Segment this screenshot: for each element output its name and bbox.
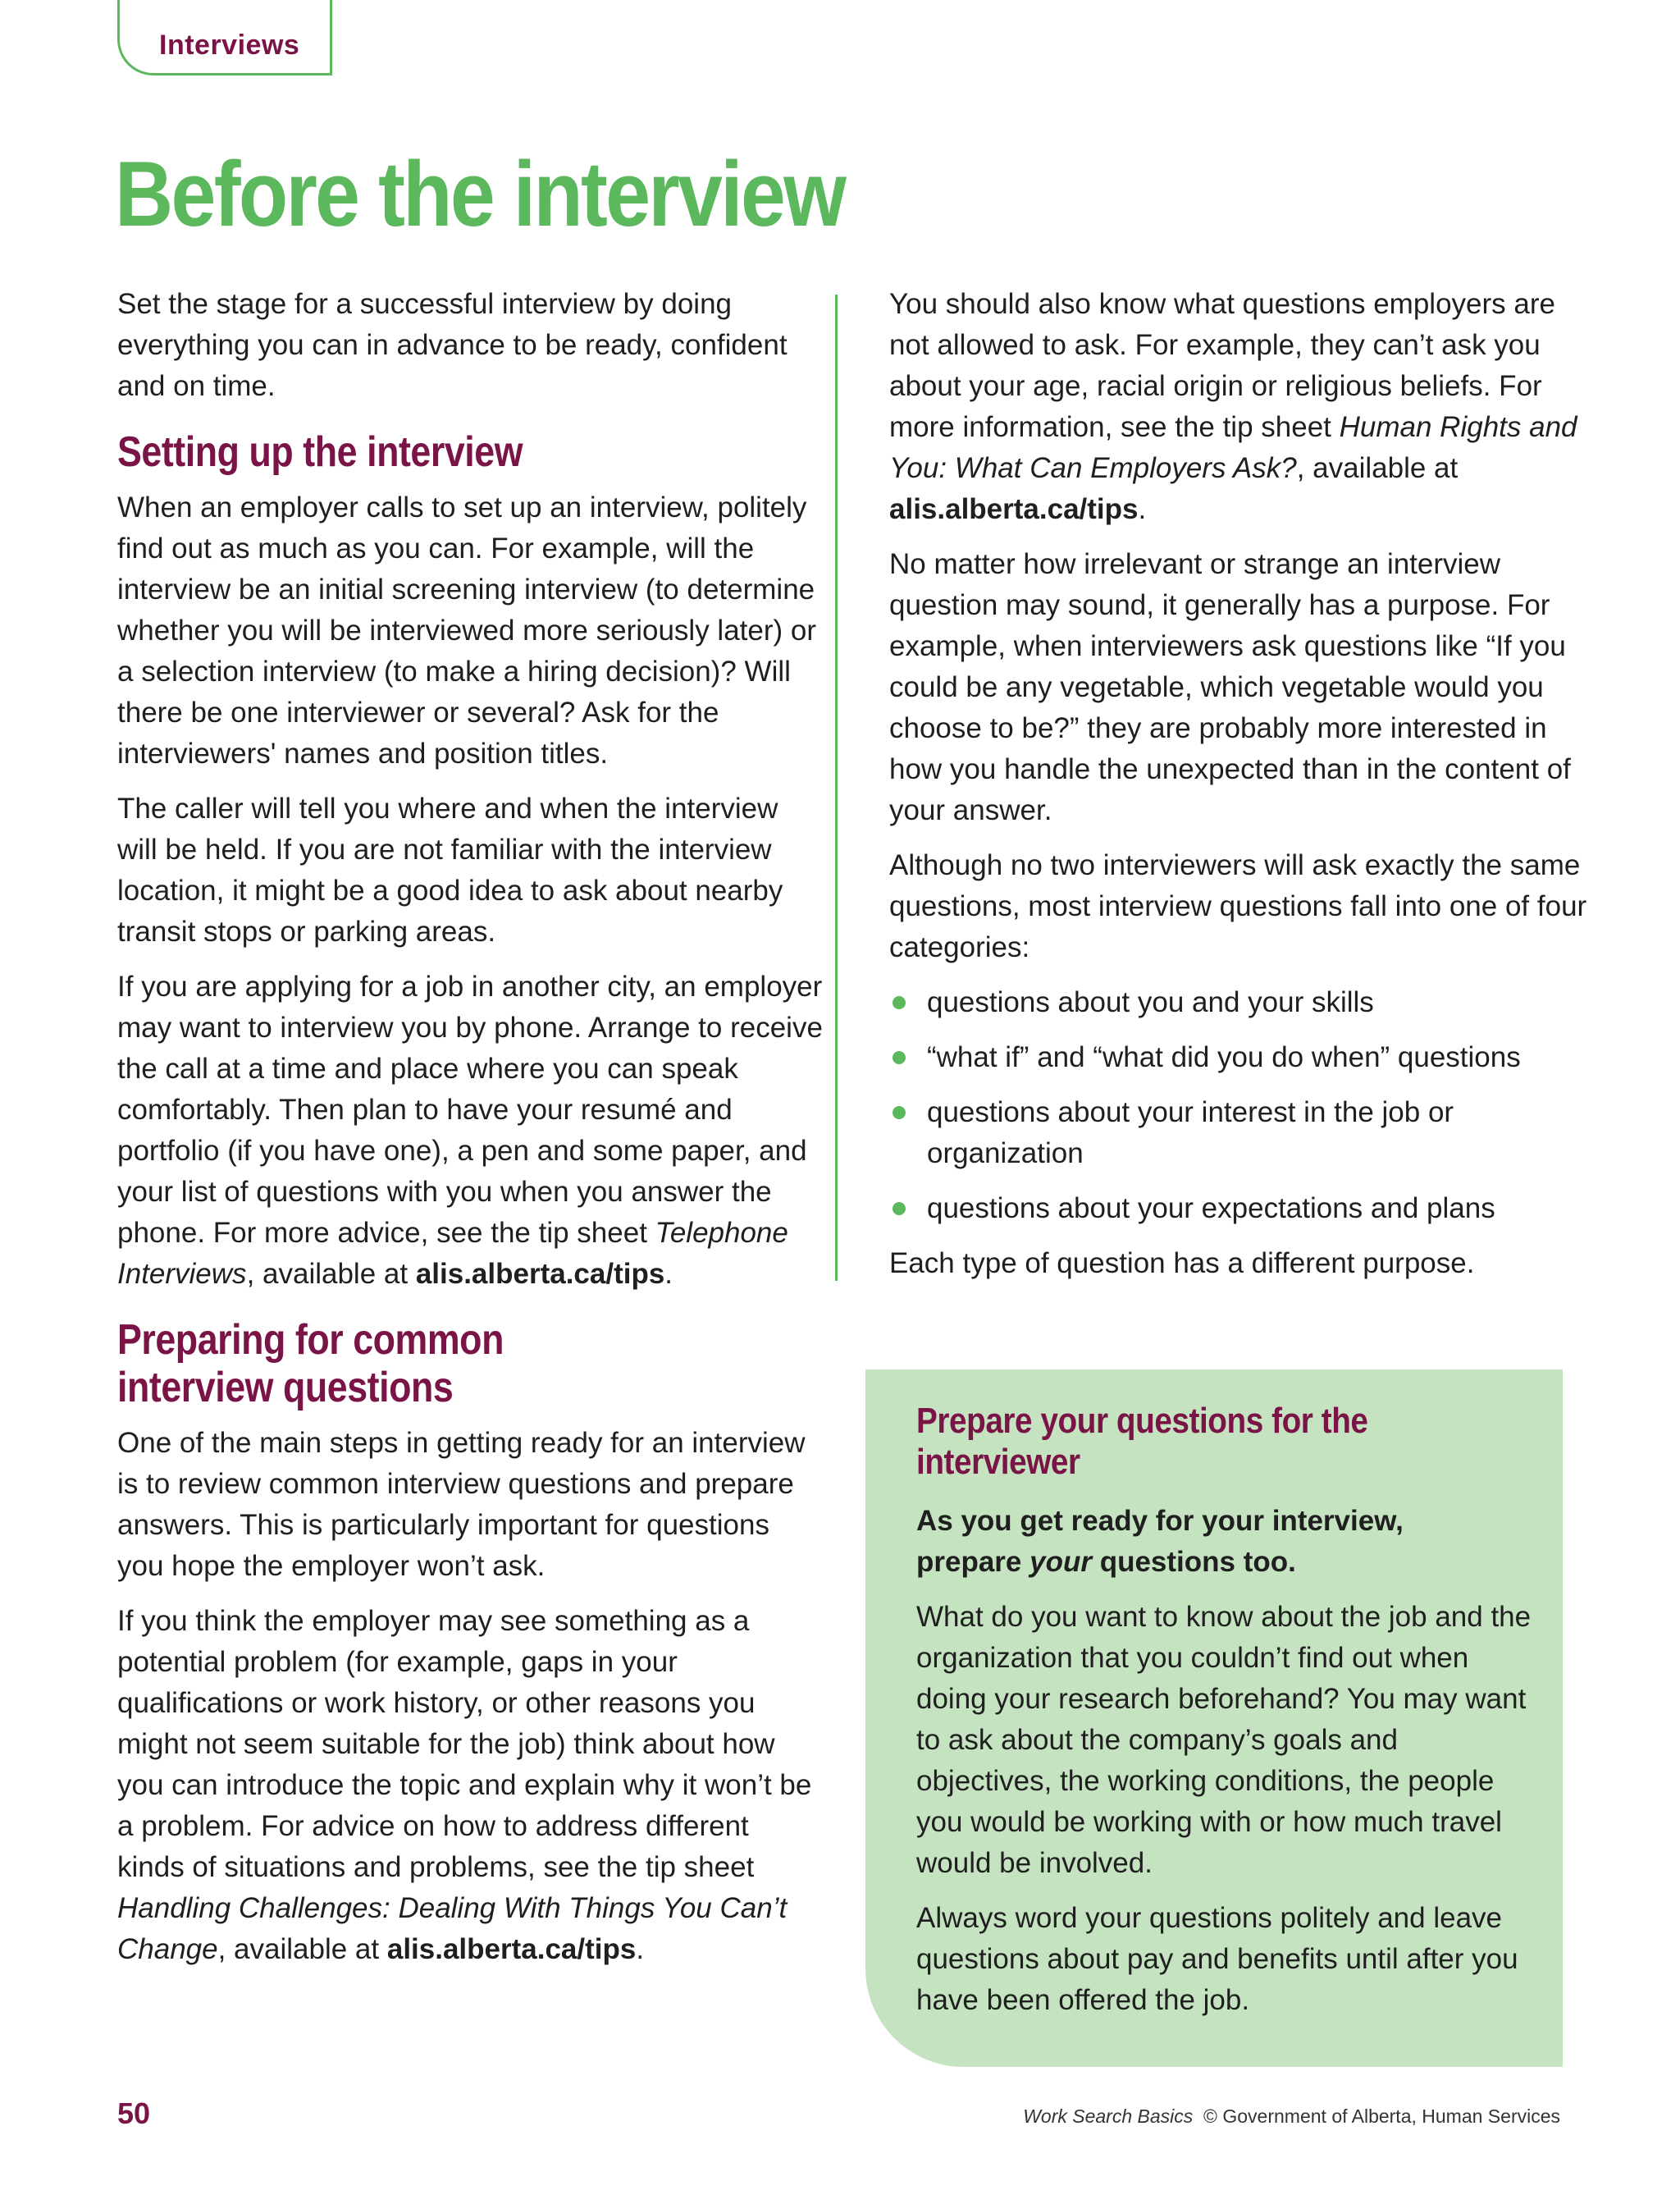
prep-p2-end: .: [636, 1933, 645, 1965]
page-number: 50: [117, 2096, 151, 2130]
list-item-text: questions about you and your skills: [927, 986, 1374, 1018]
bullet-icon: [892, 1106, 906, 1119]
right-p1-text-2: , available at: [1296, 452, 1459, 484]
alis-link[interactable]: alis.alberta.ca/tips: [415, 1258, 665, 1290]
prep-heading-line2: interview questions: [117, 1364, 454, 1411]
section-tab: [117, 0, 332, 75]
setup-p3-text-2: , available at: [246, 1258, 416, 1290]
callout-paragraph-2: Always word your questions politely and leave questions about pay and benefits until after you have been offered the job.: [916, 1902, 1518, 2016]
callout-lead-emphasis: your: [1029, 1546, 1092, 1578]
alis-link[interactable]: alis.alberta.ca/tips: [889, 493, 1139, 525]
prep-p2-text: If you think the employer may see something as a potential problem (for example, gaps in your qualifications or work history, or other reasons you might not seem suitable for the job) think about how you can introduce the topic and explain why it won’t be a problem. For advice on how to address different kinds of situations and problems, see the tip sheet: [117, 1605, 812, 1883]
telephone-interviews-title: Telephone Interviews: [117, 1217, 788, 1290]
setup-paragraph-1: When an employer calls to set up an interview, politely find out as much as you can. For example, will the interview be an initial screening interview (to determine whether you will be interviewed more seriously later) or a selection interview (to make a hiring decision)? Will there be one interviewer or several? Ask for the interviewers' names and position titles.: [117, 491, 817, 770]
list-item: [889, 982, 1595, 1023]
callout-lead-end: questions too.: [1091, 1546, 1296, 1578]
setup-paragraph-2: The caller will tell you where and when the interview will be held. If you are not familiar with the interview location, it might be a good idea to ask about nearby transit stops or parking areas.: [117, 793, 783, 948]
callout-paragraph-1: What do you want to know about the job and the organization that you couldn’t find out when doing your research beforehand? You may want to ask about the company’s goals and objectives, the working conditions, the people you would be working with or how much travel would be involved.: [916, 1601, 1532, 1879]
section-tab-label: Interviews: [159, 30, 300, 61]
footer-book-title: Work Search Basics: [1023, 2105, 1194, 2127]
callout-box: [865, 1369, 1563, 2067]
human-rights-title: Human Rights and You: What Can Employers Ask?: [889, 411, 1577, 484]
prep-paragraph-1: One of the main steps in getting ready for an interview is to review common interview questions and prepare answers. This is particularly important for questions you hope the employer won’t ask.: [117, 1427, 806, 1582]
setup-p3-end: .: [664, 1258, 673, 1290]
prep-p2-text-2: , available at: [217, 1933, 387, 1965]
list-item: [889, 1188, 1595, 1229]
right-paragraph-2: No matter how irrelevant or strange an interview question may sound, it generally has a purpose. For example, when interviewers ask questions like “If you could be any vegetable, which vegetable would you choose to be?” they are probably more interested in how you handle the unexpected than in the content of your answer.: [889, 548, 1571, 826]
right-column: [889, 284, 1595, 1298]
setup-heading: Setting up the interview: [117, 428, 523, 476]
bullet-icon: [892, 1202, 906, 1215]
callout-lead-line1: As you get ready for your interview,: [916, 1505, 1404, 1537]
setup-p3-text: If you are applying for a job in another city, an employer may want to interview you by phone. Arrange to receive the call at a time and place where you can speak comfortably. Then plan to have your resumé and portfolio (if you have one), a pen and some paper, and your list of questions with you when you answer the phone. For more advice, see the tip sheet: [117, 971, 823, 1249]
question-categories-list: [889, 982, 1595, 1229]
list-item-text: questions about your interest in the job or organization: [927, 1096, 1454, 1169]
callout-heading-line1: Prepare your questions for the: [916, 1401, 1368, 1441]
alis-link[interactable]: alis.alberta.ca/tips: [386, 1933, 637, 1965]
right-p1-end: .: [1138, 493, 1147, 525]
list-item: [889, 1092, 1595, 1174]
list-item: [889, 1037, 1595, 1078]
bullet-icon: [892, 996, 906, 1009]
list-item-text: questions about your expectations and plans: [927, 1192, 1495, 1224]
setup-paragraph-3: [117, 967, 823, 1295]
right-p1-text: You should also know what questions employers are not allowed to ask. For example, they can’t ask you about your age, racial origin or religious beliefs. For more information, see the tip sheet: [889, 288, 1555, 443]
column-divider: [835, 295, 838, 1281]
intro-paragraph: Set the stage for a successful interview by doing everything you can in advance to be ready, confident and on time.: [117, 288, 788, 402]
footer: [1023, 2105, 1560, 2128]
callout-heading-line2: interviewer: [916, 1442, 1080, 1482]
callout-lead: [916, 1501, 1533, 1583]
right-paragraph-4: Each type of question has a different purpose.: [889, 1247, 1475, 1279]
prep-paragraph-2: [117, 1601, 823, 1970]
prep-heading: [117, 1316, 724, 1411]
handling-challenges-title: Handling Challenges: Dealing With Things You Can’t Change: [117, 1892, 788, 1965]
bullet-icon: [892, 1051, 906, 1064]
left-column: [117, 284, 823, 1984]
right-paragraph-1: [889, 284, 1595, 530]
list-item-text: “what if” and “what did you do when” questions: [927, 1041, 1521, 1073]
prep-heading-line1: Preparing for common: [117, 1316, 504, 1364]
callout-lead-text: prepare: [916, 1546, 1030, 1578]
right-paragraph-3: Although no two interviewers will ask exactly the same questions, most interview questions fall into one of four categories:: [889, 849, 1587, 963]
page-title: Before the interview: [115, 143, 845, 245]
callout-heading: [916, 1401, 1566, 1483]
footer-copyright: © Government of Alberta, Human Services: [1203, 2105, 1560, 2127]
